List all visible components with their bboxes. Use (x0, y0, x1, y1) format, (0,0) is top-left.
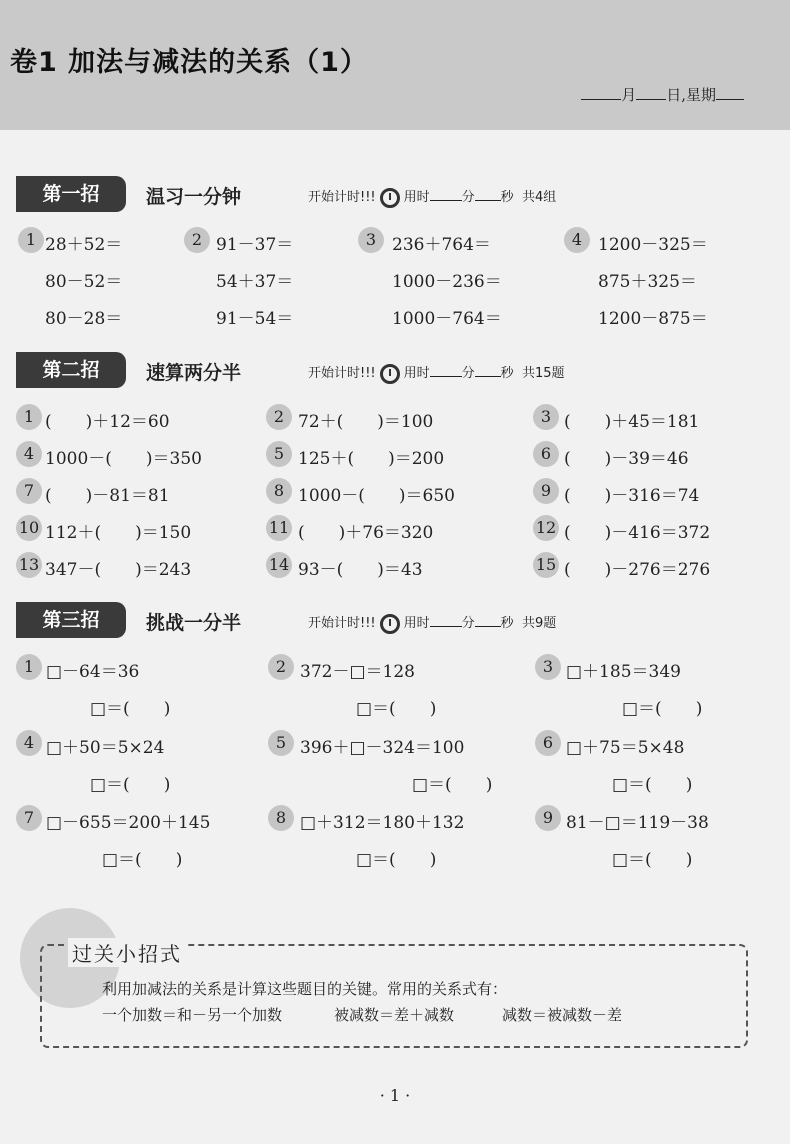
alarm-clock-icon (380, 364, 400, 384)
time-used-label: 用时 (403, 190, 430, 205)
equation: 112＋( )＝150 (45, 523, 192, 543)
alarm-clock-icon (380, 614, 400, 634)
problem-number: 14 (266, 552, 292, 578)
minutes-label: 分 (461, 616, 475, 631)
equation: 72＋( )＝100 (298, 412, 434, 432)
seconds-label: 秒 (500, 190, 514, 205)
equation: ( )＋45＝181 (564, 412, 700, 432)
equation: □＋185＝349 (566, 662, 681, 682)
total-label: 共15题 (521, 366, 565, 381)
equation: ( )－316＝74 (564, 486, 700, 506)
equation: ( )－39＝46 (564, 449, 689, 469)
minutes-label: 分 (461, 190, 475, 205)
section-title: 速算两分半 (146, 362, 242, 384)
equation: 1000－( )＝650 (298, 486, 455, 506)
equation: 1000－764＝ (392, 309, 502, 329)
equation: □＋75＝5×48 (566, 738, 685, 758)
equation: 236＋764＝ (392, 235, 491, 255)
answer-line[interactable]: □＝( ) (102, 850, 183, 870)
problem-number: 4 (564, 227, 590, 253)
problem-number: 8 (268, 805, 294, 831)
problem-number: 2 (266, 404, 292, 430)
equation: 1200－875＝ (598, 309, 708, 329)
answer-line[interactable]: □＝( ) (412, 775, 493, 795)
equation: 875＋325＝ (598, 272, 697, 292)
problem-number: 5 (266, 441, 292, 467)
day-label: 日,星期 (666, 86, 716, 104)
time-used-label: 用时 (403, 616, 430, 631)
answer-line[interactable]: □＝( ) (612, 775, 693, 795)
section-title: 挑战一分半 (146, 612, 242, 634)
problem-number: 3 (358, 227, 384, 253)
equation: 1000－236＝ (392, 272, 502, 292)
problem-number: 15 (533, 552, 559, 578)
seconds-label: 秒 (500, 366, 514, 381)
problem-number: 5 (268, 730, 294, 756)
answer-line[interactable]: □＝( ) (356, 850, 437, 870)
answer-line[interactable]: □＝( ) (612, 850, 693, 870)
equation: 54＋37＝ (216, 272, 294, 292)
problem-number: 6 (533, 441, 559, 467)
problem-number: 11 (266, 515, 292, 541)
problem-number: 2 (184, 227, 210, 253)
equation: □－655＝200＋145 (46, 813, 211, 833)
page-title: 卷1 加法与减法的关系（1） (10, 47, 368, 78)
day-blank[interactable] (636, 85, 666, 100)
tip-formula-2: 被减数＝差＋减数 (334, 1006, 455, 1024)
equation: 81－□＝119－38 (566, 813, 709, 833)
minutes-blank[interactable] (430, 188, 462, 201)
tip-formula-3: 减数＝被减数－差 (502, 1006, 623, 1024)
problem-number: 12 (533, 515, 559, 541)
problem-number: 10 (16, 515, 42, 541)
section-title: 温习一分钟 (146, 186, 242, 208)
problem-number: 9 (535, 805, 561, 831)
timer-info (308, 186, 556, 208)
month-blank[interactable] (581, 85, 621, 100)
month-label: 月 (621, 86, 637, 104)
problem-number: 8 (266, 478, 292, 504)
problem-number: 13 (16, 552, 42, 578)
tip-formula-1: 一个加数＝和－另一个加数 (102, 1006, 283, 1024)
equation: □＋312＝180＋132 (300, 813, 465, 833)
section-tag: 第二招 (16, 352, 126, 388)
total-label: 共9题 (521, 616, 557, 631)
minutes-blank[interactable] (430, 614, 462, 627)
timer-info (308, 362, 565, 384)
problem-number: 9 (533, 478, 559, 504)
minutes-label: 分 (461, 366, 475, 381)
equation: 80－52＝ (45, 272, 123, 292)
answer-line[interactable]: □＝( ) (622, 699, 703, 719)
seconds-blank[interactable] (475, 188, 501, 201)
weekday-blank[interactable] (716, 85, 744, 100)
start-label: 开始计时!!! (308, 366, 376, 381)
problem-number: 4 (16, 730, 42, 756)
start-label: 开始计时!!! (308, 190, 376, 205)
equation: ( )－276＝276 (564, 560, 711, 580)
equation: 396＋□－324＝100 (300, 738, 465, 758)
problem-number: 1 (16, 404, 42, 430)
equation: □＋50＝5×24 (46, 738, 165, 758)
equation: ( )－416＝372 (564, 523, 711, 543)
problem-number: 2 (268, 654, 294, 680)
equation: 372－□＝128 (300, 662, 415, 682)
problem-number: 3 (535, 654, 561, 680)
tip-line-1: 利用加减法的关系是计算这些题目的关键。常用的关系式有： (102, 980, 508, 998)
equation: 91－37＝ (216, 235, 294, 255)
section-tag: 第三招 (16, 602, 126, 638)
timer-info (308, 612, 556, 634)
minutes-blank[interactable] (430, 364, 462, 377)
answer-line[interactable]: □＝( ) (90, 775, 171, 795)
equation: 1000－( )＝350 (45, 449, 202, 469)
equation: 125＋( )＝200 (298, 449, 445, 469)
alarm-clock-icon (380, 188, 400, 208)
page-number: · 1 · (379, 1086, 411, 1105)
total-label: 共4组 (521, 190, 557, 205)
problem-number: 1 (16, 654, 42, 680)
problem-number: 4 (16, 441, 42, 467)
page-header (0, 0, 790, 130)
seconds-blank[interactable] (475, 614, 501, 627)
answer-line[interactable]: □＝( ) (356, 699, 437, 719)
answer-line[interactable]: □＝( ) (90, 699, 171, 719)
equation: 91－54＝ (216, 309, 294, 329)
start-label: 开始计时!!! (308, 616, 376, 631)
equation: ( )＋12＝60 (45, 412, 170, 432)
equation: 80－28＝ (45, 309, 123, 329)
problem-number: 7 (16, 478, 42, 504)
problem-number: 6 (535, 730, 561, 756)
problem-number: 3 (533, 404, 559, 430)
equation: 93－( )＝43 (298, 560, 423, 580)
date-line (581, 84, 744, 105)
equation: ( )－81＝81 (45, 486, 170, 506)
seconds-label: 秒 (500, 616, 514, 631)
tip-title: 过关小招式 (68, 938, 186, 967)
time-used-label: 用时 (403, 366, 430, 381)
problem-number: 7 (16, 805, 42, 831)
problem-number: 1 (18, 227, 44, 253)
seconds-blank[interactable] (475, 364, 501, 377)
equation: ( )＋76＝320 (298, 523, 434, 543)
equation: 28＋52＝ (45, 235, 123, 255)
equation: 347－( )＝243 (45, 560, 192, 580)
equation: 1200－325＝ (598, 235, 708, 255)
section-tag: 第一招 (16, 176, 126, 212)
equation: □－64＝36 (46, 662, 140, 682)
